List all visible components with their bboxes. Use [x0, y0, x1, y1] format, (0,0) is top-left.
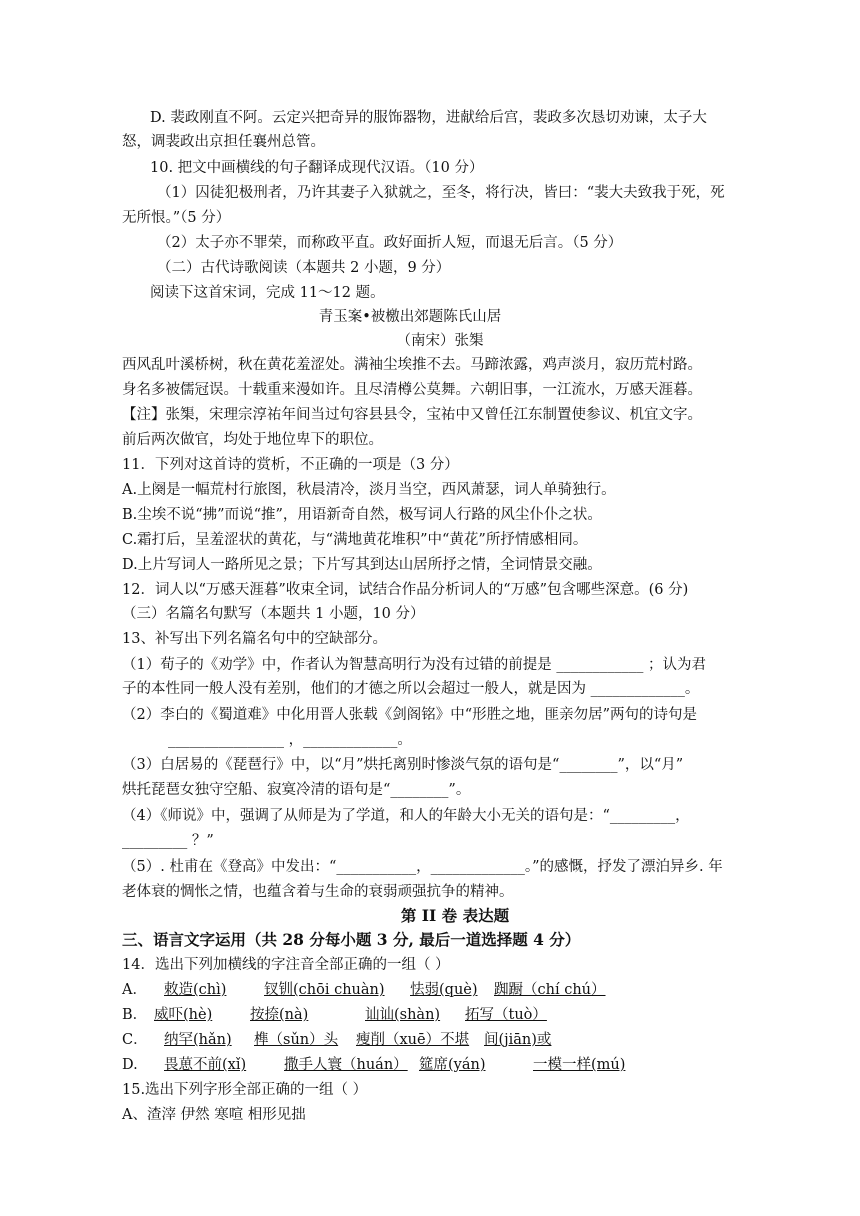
option-item: 榫（sǔn）头 [254, 1032, 339, 1048]
text-line: 老体衰的惆怅之情，也蕴含着与生命的衰弱顽强抗争的精神。 [122, 884, 514, 900]
section-heading: （三）名篇名句默写（本题共 1 小题，10 分） [122, 606, 425, 622]
note-line: 前后两次做官，均处于地位卑下的职位。 [122, 432, 383, 448]
option-item: 筵席(yán) [419, 1057, 486, 1073]
fill-blank-line: （1）荀子的《劝学》中，作者认为智慧高明行为没有过错的前提是 ____________ ；认为君 [122, 657, 706, 673]
text-line: 怒，调裴政出京担任襄州总管。 [122, 134, 325, 150]
fill-blank-line: （4）《师说》中，强调了从师是为了学道，和人的年龄大小无关的语句是：“_________， [122, 808, 690, 824]
option-item: 按捺(nà) [250, 1007, 309, 1023]
section-heading: （二）古代诗歌阅读（本题共 2 小题，9 分） [157, 260, 451, 276]
text-line: （1）囚徒犯极刑者，乃许其妻子入狱就之，至冬，将行决，皆曰：“裴大夫致我于死，死 [157, 185, 725, 201]
option-item: 纳罕(hǎn) [164, 1032, 232, 1048]
option-item: 瘦削（xuē）不堪 [356, 1032, 470, 1048]
fill-blank-line: 烘托琵琶女独守空船、寂寞冷清的语句是“________”。 [122, 782, 471, 798]
option-item: 畏葸不前(xǐ) [164, 1057, 247, 1073]
option-item: 撒手人寰（huán） [284, 1057, 408, 1073]
option-c: C.霜打后，呈羞涩状的黄花，与“满地黄花堆积”中“黄花”所抒情感相同。 [122, 532, 588, 548]
option-item: 拓写（tuò） [465, 1007, 547, 1023]
note-line: 【注】张榘，宋理宗淳祐年间当过句容县县令，宝祐中又曾任江东制置使参议、机宜文字。 [122, 407, 702, 423]
text-line: 无所恨。”（5 分） [122, 210, 231, 226]
part-title: 第 II 卷 表达题 [400, 906, 510, 925]
fill-blank-line: _________ ？” [122, 833, 214, 849]
option-item: 间(jiān)或 [484, 1032, 552, 1048]
fill-blank-line: （5）. 杜甫在《登高》中发出：“___________，_____________。”的感慨，抒发了漂泊异乡. 年 [122, 859, 723, 875]
text-line: 阅读下这首宋词，完成 11～12 题。 [150, 285, 385, 301]
option-letter: C． [122, 1032, 148, 1048]
q14-option-b [122, 1005, 750, 1025]
option-a: A.上阕是一幅荒村行旅图，秋晨清冷，淡月当空，西风萧瑟，词人单骑独行。 [122, 482, 616, 498]
poem-title: 青玉案•被檄出郊题陈氏山居 [318, 309, 502, 325]
fill-blank-line: （3）白居易的《琵琶行》中，以“月”烘托离别时惨淡气氛的语句是“________”，以“月” [122, 757, 684, 773]
q14-option-d [122, 1055, 750, 1075]
option-letter: D. [122, 1057, 138, 1073]
option-item: 钗钏(chōi chuàn) [264, 982, 385, 998]
fill-blank-line: ________________ ，_____________。 [168, 732, 412, 748]
q14-option-a [122, 980, 750, 1000]
fill-blank-line: 子的本性同一般人没有差别，他们的才德之所以会超过一般人，就是因为 _____________。 [122, 681, 700, 697]
option-item: 敕造(chì) [164, 982, 227, 998]
question-11: 11．下列对这首诗的赏析，不正确的一项是（3 分） [122, 457, 459, 473]
question-13: 13、补写出下列名篇名句中的空缺部分。 [122, 631, 387, 647]
text-line: D. 裴政刚直不阿。云定兴把奇异的服饰器物，进献给后宫，裴政多次恳切劝谏，太子大 [150, 110, 707, 126]
poem-author: （南宋）张榘 [396, 333, 484, 349]
option-item: 一模一样(mú) [533, 1057, 626, 1073]
question-14: 14．选出下列加横线的字注音全部正确的一组（ ） [122, 957, 450, 973]
poem-line: 西风乱叶溪桥树，秋在黄花羞涩处。满袖尘埃推不去。马蹄浓露，鸡声淡月，寂历荒村路。 [122, 357, 702, 373]
option-letter: A． [122, 982, 147, 998]
question-15: 15.选出下列字形全部正确的一组（ ） [122, 1082, 368, 1098]
option-item: 踟蹰（chí chú） [494, 982, 606, 998]
option-d: D.上片写词人一路所见之景；下片写其到达山居所抒之情，全词情景交融。 [122, 557, 602, 573]
question-12: 12．词人以“万感天涯暮”收束全词，试结合作品分析词人的“万感”包含哪些深意。(6 分) [122, 582, 689, 598]
poem-line: 身名多被儒冠误。十载重来漫如许。且尽清樽公莫舞。六朝旧事，一江流水，万感天涯暮。 [122, 382, 702, 398]
option-item: 威吓(hè) [154, 1007, 213, 1023]
option-item: 怯弱(què) [410, 982, 478, 998]
option-b: B.尘埃不说“拂”而说“推”，用语新奇自然，极写词人行路的风尘仆仆之状。 [122, 507, 602, 523]
option-letter: B． [122, 1007, 148, 1023]
section-heading: 三、语言文字运用（共 28 分每小题 3 分, 最后一道选择题 4 分） [122, 930, 581, 949]
q15-option-a: A、渣滓 伊然 寒喧 相形见拙 [122, 1107, 306, 1123]
text-line: （2）太子亦不罪荣，而称政平直。政好面折人短，而退无后言。（5 分） [157, 235, 623, 251]
fill-blank-line: （2）李白的《蜀道难》中化用晋人张载《剑阁铭》中“形胜之地，匪亲勿居”两句的诗句是 [122, 707, 698, 723]
option-item: 讪讪(shàn) [365, 1007, 441, 1023]
q14-option-c [122, 1030, 750, 1050]
text-line: 10. 把文中画横线的句子翻译成现代汉语。（10 分） [150, 160, 484, 176]
